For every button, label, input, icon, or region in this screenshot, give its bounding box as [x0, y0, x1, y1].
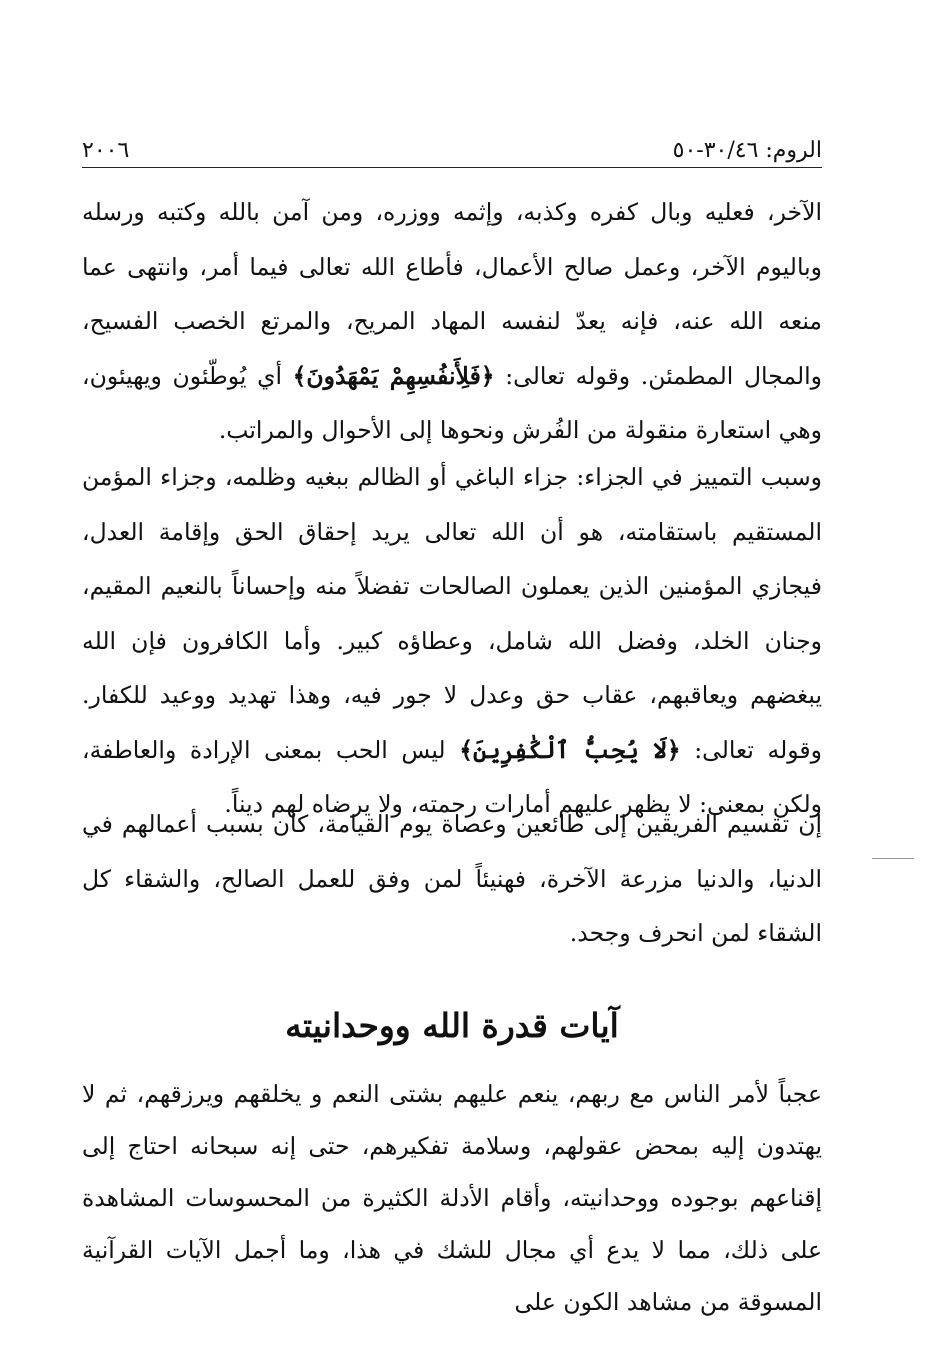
- paragraph-1-text-end: أي يُوطّئون ويهيئون، وهي استعارة منقولة من الفُرش ونحوها إلى الأحوال والمراتب.: [82, 361, 822, 444]
- paragraph-2: [82, 450, 822, 832]
- paragraph-1-text-start: الآخر، فعليه وبال كفره وكذبه، وإثمه ووزره، ومن آمن بالله وكتبه ورسله وباليوم الآخر، وعمل صالح الأعمال، فأطاع الله تعالى فيما أمر، وانتهى عما منعه الله عنه، فإنه يعدّ لنفسه المهاد المريح، والمرتع الخصب الفسيح، والمجال المطمئن. وقوله تعالى:: [82, 198, 823, 390]
- paragraph-3: إن تقسيم الفريقين إلى طائعين وعصاة يوم القيامة، كان بسبب أعمالهم في الدنيا، والدنيا مزرعة الآخرة، فهنيئاً لمن وفق للعمل الصالح، والشقاء كل الشقاء لمن انحرف وجحد.: [82, 810, 822, 947]
- surah-reference: الروم: ٣٠/٤٦-٥٠: [672, 138, 822, 163]
- section-paragraph: عجباً لأمر الناس مع ربهم، ينعم عليهم بشتى النعم و يخلقهم ويرزقهم، ثم لا يهتدون إليه بمحض عقولهم، وسلامة تفكيرهم، حتى إنه سبحانه احتاج إلى إقناعهم بوجوده ووحدانيته، وأقام الأدلة الكثيرة من المحسوسات المشاهدة على ذلك، مما لا يدع أي مجال للشك في هذا، وما أجمل الآيات القرآنية المسوقة من مشاهد الكون على: [82, 1080, 822, 1316]
- paragraph-1: [82, 185, 822, 458]
- page-header: [82, 128, 822, 168]
- paragraph-2-text-start: وسبب التمييز في الجزاء: جزاء الباغي أو الظالم ببغيه وظلمه، وجزاء المؤمن المستقيم باستقامته، هو أن الله تعالى يريد إحقاق الحق وإقامة العدل، فيجازي المؤمنين الذين يعملون الصالحات تفضلاً منه وإحساناً بالنعيم المقيم، وجنان الخلد، وفضل الله شامل، وعطاؤه كبير. وأما الكافرون فإن الله يبغضهم ويعاقبهم، عقاب حق وعدل لا جور فيه، وهذا تهديد ووعيد للكفار. وقوله تعالى:: [82, 463, 822, 764]
- quran-quote-1: ﴿فَلِأَنفُسِهِمْ يَمْهَدُونَ﴾: [292, 361, 495, 390]
- margin-mark: [872, 858, 914, 859]
- section-title: آيات قدرة الله ووحدانيته: [285, 1006, 619, 1045]
- paragraph-2-text-end: ليس الحب بمعنى الإرادة والعاطفة، ولكن بمعنى: لا يظهر عليهم أمارات رحمته، ولا يرضاه لهم ديناً.: [82, 735, 822, 818]
- page-number: ٢٠٠٦: [82, 138, 130, 163]
- quran-quote-2: ﴿لَا يُحِبُّ ٱلْكَٰفِرِينَ﴾: [459, 735, 681, 764]
